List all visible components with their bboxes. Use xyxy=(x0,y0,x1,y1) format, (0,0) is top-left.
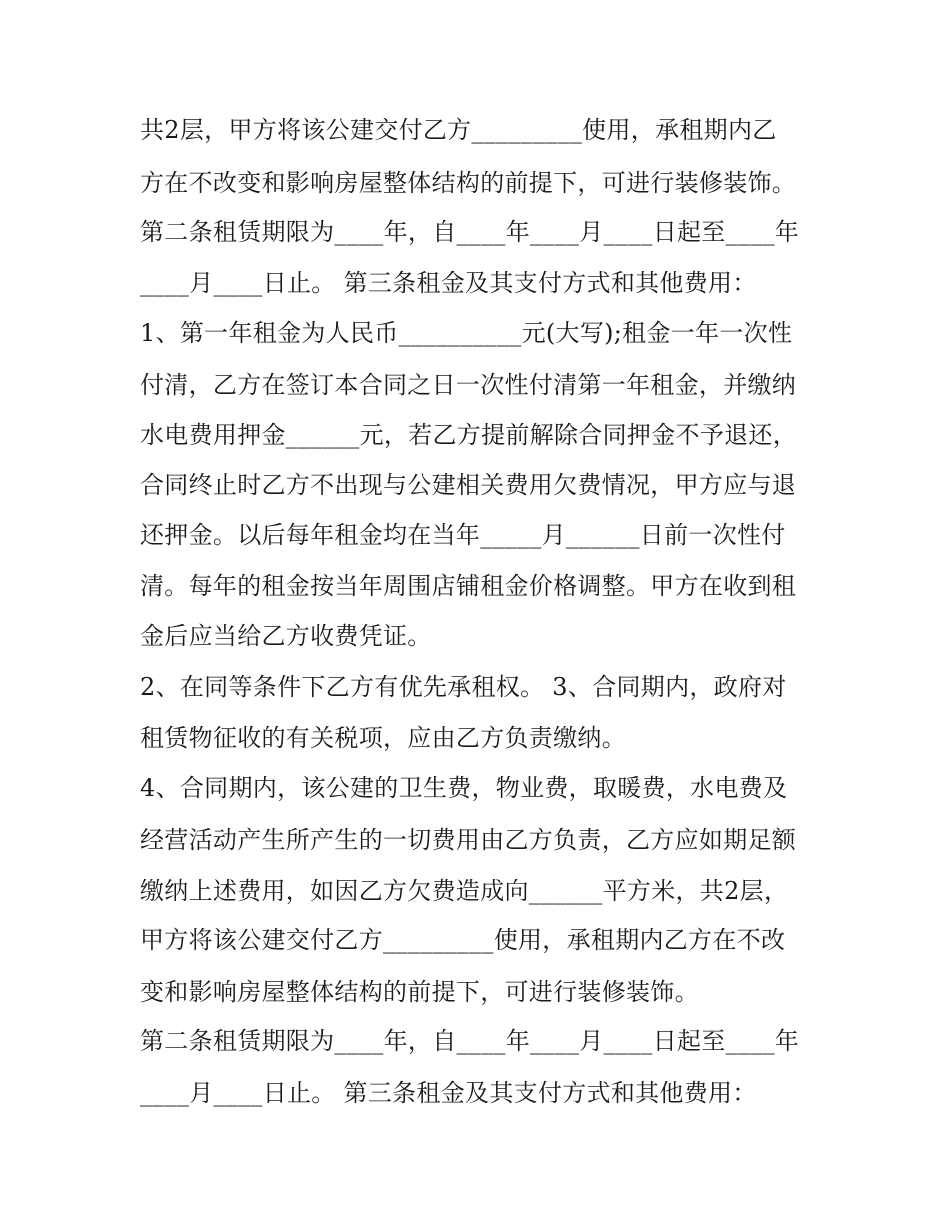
text-line: 方在不改变和影响房屋整体结构的前提下，可进行装修装饰。 xyxy=(140,169,797,197)
text-line: 共2层，甲方将该公建交付乙方_________使用，承租期内乙 xyxy=(140,116,777,144)
text-line: 金后应当给乙方收费凭证。 xyxy=(140,622,432,650)
text-line: 第二条租赁期限为____年，自____年____月____日起至____年 xyxy=(140,1027,800,1055)
text-line: 缴纳上述费用，如因乙方欠费造成向______平方米，共2层， xyxy=(140,877,789,905)
text-line: 变和影响房屋整体结构的前提下，可进行装修装饰。 xyxy=(140,978,699,1006)
text-line: 甲方将该公建交付乙方_________使用，承租期内乙方在不改 xyxy=(140,926,786,954)
text-line: 经营活动产生所产生的一切费用由乙方负责，乙方应如期足额 xyxy=(140,826,797,854)
text-line: ____月____日止。 第三条租金及其支付方式和其他费用： xyxy=(140,1079,757,1107)
text-line: 4、合同期内，该公建的卫生费，物业费，取暖费，水电费及 xyxy=(140,774,788,802)
text-line: 还押金。以后每年租金均在当年_____月______日前一次性付 xyxy=(140,521,786,549)
text-line: 合同终止时乙方不出现与公建相关费用欠费情况，甲方应与退 xyxy=(140,471,797,499)
text-line: 水电费用押金______元，若乙方提前解除合同押金不予退还， xyxy=(140,421,797,449)
text-line: 第二条租赁期限为____年，自____年____月____日起至____年 xyxy=(140,218,800,246)
text-line: 租赁物征收的有关税项，应由乙方负责缴纳。 xyxy=(140,724,626,752)
text-line: 清。每年的租金按当年周围店铺租金价格调整。甲方在收到租 xyxy=(140,572,797,600)
text-line: 付清，乙方在签订本合同之日一次性付清第一年租金，并缴纳 xyxy=(140,371,797,399)
text-line: ____月____日止。 第三条租金及其支付方式和其他费用： xyxy=(140,269,757,297)
text-line: 1、第一年租金为人民币__________元(大写);租金一年一次性 xyxy=(140,319,793,347)
text-line: 2、在同等条件下乙方有优先承租权。 3、合同期内，政府对 xyxy=(140,673,787,701)
